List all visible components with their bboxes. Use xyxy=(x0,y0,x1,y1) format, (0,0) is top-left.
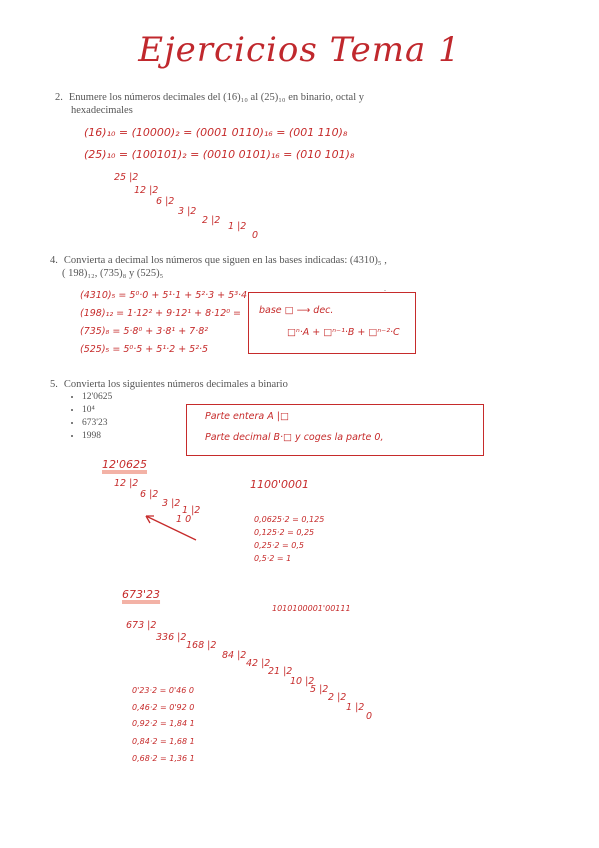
exercise-number: 2. xyxy=(55,92,63,103)
ex4-box-line2: □ⁿ·A + □ⁿ⁻¹·B + □ⁿ⁻²·C xyxy=(287,327,400,338)
ex5-box-line2: Parte decimal B·□ y coges la parte 0, xyxy=(205,432,384,443)
ex5a-fraction-step: 0,5·2 = 1 xyxy=(254,554,292,563)
exercise-text-line1: Convierta los siguientes números decimales a binario xyxy=(63,379,288,390)
ex4-box-line1: base □ ⟶ dec. xyxy=(259,305,334,316)
ex2-division-row: 1 |2 xyxy=(228,221,247,232)
ex5b-division-row: 0 xyxy=(366,711,373,722)
page-title: Ejercicios Tema 1 xyxy=(138,30,461,70)
ex5b-division-row: 336 |2 xyxy=(156,632,187,643)
ex5a-division-row: 1 0 xyxy=(176,514,192,525)
exercise-number: 4. xyxy=(50,255,58,266)
ex5b-division-row: 1 |2 xyxy=(346,702,365,713)
exercise-text-line1: Enumere los números decimales del (16)₁₀ al (25)₁₀ en binario, octal y xyxy=(68,92,365,103)
ex5a-division-row: 12 |2 xyxy=(114,478,139,489)
ex5-label-b: 673'23 xyxy=(122,588,161,601)
exercise-text-line1: Convierta a decimal los números que siguen en las bases indicadas: (4310)₅ , xyxy=(63,255,387,266)
ex5b-fraction-step: 0,84·2 = 1,68 1 xyxy=(132,737,195,746)
ex5b-division-row: 5 |2 xyxy=(310,684,329,695)
ex5a-division-row: 3 |2 xyxy=(162,498,181,509)
ex2-division-row: 0 xyxy=(252,230,259,241)
ex5b-division-row: 673 |2 xyxy=(126,620,157,631)
ex5a-result: 1100'0001 xyxy=(250,478,310,491)
ex2-division-row: 3 |2 xyxy=(178,206,197,217)
ex2-division-row: 12 |2 xyxy=(134,185,159,196)
exercise-text-line2: hexadecimales xyxy=(71,105,133,116)
ex5b-division-row: 168 |2 xyxy=(186,640,217,651)
ex5a-fraction-step: 0,0625·2 = 0,125 xyxy=(254,515,325,524)
ex4-equation: (525)₅ = 5⁰·5 + 5¹·2 + 5²·5 xyxy=(80,344,209,355)
ex5b-division-row: 21 |2 xyxy=(268,666,293,677)
ex2-division-row: 6 |2 xyxy=(156,196,175,207)
ex5a-fraction-step: 0,125·2 = 0,25 xyxy=(254,528,315,537)
exercise-text-line2: ( 198)₁₂, (735)₈ y (525)₅ xyxy=(62,268,164,279)
list-item: • 673'23 xyxy=(82,417,112,430)
ex5a-division-row: 1 |2 xyxy=(182,505,201,516)
ex5-box-line1: Parte entera A |□ xyxy=(205,411,289,422)
ex5a-fraction-step: 0,25·2 = 0,5 xyxy=(254,541,304,550)
list-item: • 12'0625 xyxy=(82,391,112,404)
ex4-equation: (4310)₅ = 5⁰·0 + 5¹·1 + 5²·3 + 5³·4 xyxy=(80,290,248,301)
ex5b-fraction-step: 0,46·2 = 0'92 0 xyxy=(132,703,195,712)
ex4-equation: (198)₁₂ = 1·12² + 9·12¹ + 8·12⁰ = xyxy=(80,308,242,319)
ex5b-fraction-step: 0'23·2 = 0'46 0 xyxy=(132,686,194,695)
ex2-division-row: 25 |2 xyxy=(114,172,139,183)
ex5a-division-row: 6 |2 xyxy=(140,489,159,500)
list-item: • 10⁴ xyxy=(82,404,112,417)
list-item: • 1998 xyxy=(82,430,112,443)
ex2-equation-2: (25)₁₀ = (100101)₂ = (0010 0101)₁₆ = (010 101)₈ xyxy=(84,148,355,161)
ex5b-division-row: 42 |2 xyxy=(246,658,271,669)
ex4-equation: (735)₈ = 5·8⁰ + 3·8¹ + 7·8² xyxy=(80,326,209,337)
ex2-division-row: 2 |2 xyxy=(202,215,221,226)
ex5b-division-row: 84 |2 xyxy=(222,650,247,661)
ex2-equation-1: (16)₁₀ = (10000)₂ = (0001 0110)₁₆ = (001 110)₈ xyxy=(84,126,348,139)
ex5b-result: 1010100001'00111 xyxy=(272,604,351,613)
ex5b-division-row: 10 |2 xyxy=(290,676,315,687)
ex5b-fraction-step: 0,92·2 = 1,84 1 xyxy=(132,719,195,728)
ex5b-fraction-step: 0,68·2 = 1,36 1 xyxy=(132,754,195,763)
ex5-label-a: 12'0625 xyxy=(102,458,148,471)
stray-mark: . xyxy=(384,284,386,293)
ex5b-division-row: 2 |2 xyxy=(328,692,347,703)
exercise-number: 5. xyxy=(50,379,58,390)
